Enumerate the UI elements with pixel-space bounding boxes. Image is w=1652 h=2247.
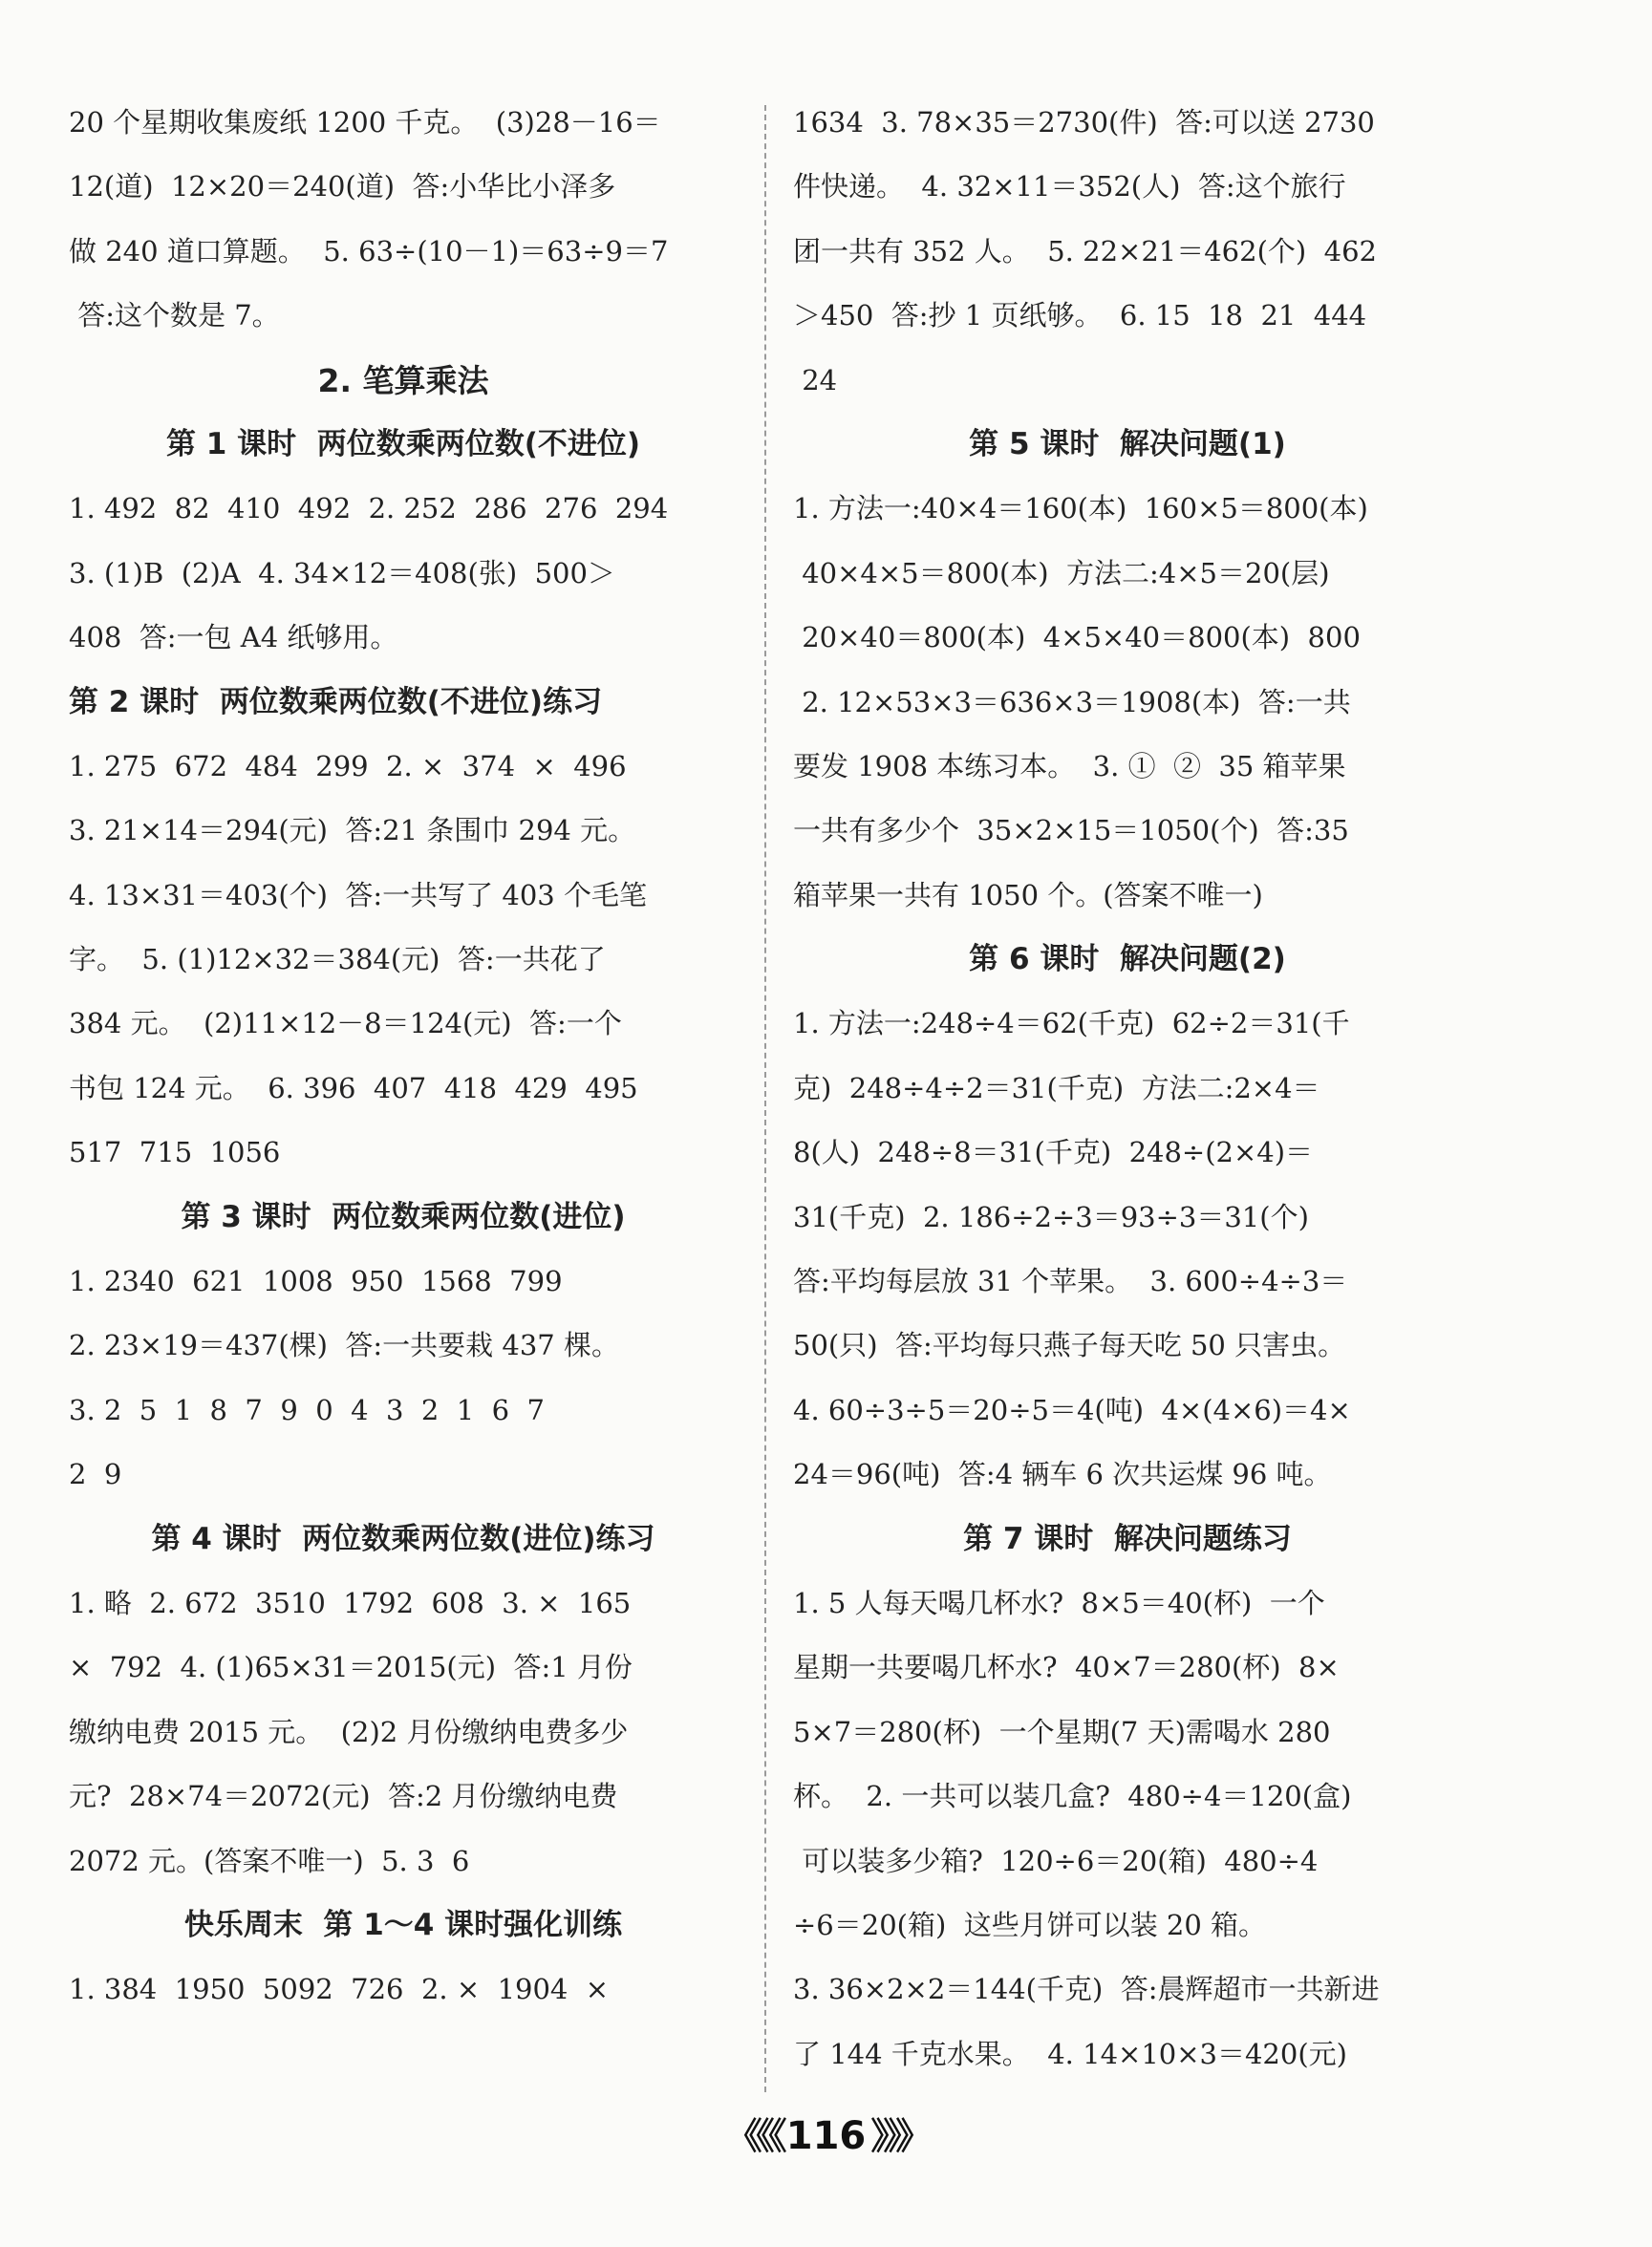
- answer-line: 2 9: [69, 1458, 122, 1491]
- answer-line: 408 答:一包 A4 纸够用。: [69, 621, 398, 654]
- answer-line: 1. 384 1950 5092 726 2. × 1904 ×: [69, 1973, 610, 2006]
- answer-line: 5×7＝280(杯) 一个星期(7 天)需喝水 280: [793, 1715, 1331, 1748]
- answer-line: 24＝96(吨) 答:4 辆车 6 次共运煤 96 吨。: [793, 1458, 1332, 1491]
- answer-line: 箱苹果一共有 1050 个。(答案不唯一): [793, 878, 1263, 911]
- answer-line: 4. 13×31＝403(个) 答:一共写了 403 个毛笔: [69, 878, 647, 911]
- section-title: 2. 笔算乘法: [317, 361, 489, 399]
- answer-line: ÷6＝20(箱) 这些月饼可以装 20 箱。: [793, 1908, 1267, 1941]
- answer-line: 3. (1)B (2)A 4. 34×12＝408(张) 500＞: [69, 556, 615, 589]
- lesson-heading: 第 7 课时 解决问题练习: [963, 1521, 1292, 1556]
- answer-line: 8(人) 248÷8＝31(千克) 248÷(2×4)＝: [793, 1136, 1314, 1169]
- answer-line: 4. 60÷3÷5＝20÷5＝4(吨) 4×(4×6)＝4×: [793, 1393, 1351, 1426]
- answer-line: 一共有多少个 35×2×15＝1050(个) 答:35: [793, 814, 1349, 847]
- answer-line: 答:平均每层放 31 个苹果。 3. 600÷4÷3＝: [793, 1265, 1348, 1298]
- answer-line: 了 144 千克水果。 4. 14×10×3＝420(元): [793, 2037, 1347, 2070]
- answer-line: 40×4×5＝800(本) 方法二:4×5＝20(层): [793, 556, 1330, 589]
- answer-line: 元? 28×74＝2072(元) 答:2 月份缴纳电费: [69, 1780, 618, 1813]
- answer-line: 要发 1908 本练习本。 3. ① ② 35 箱苹果: [793, 749, 1346, 782]
- answer-line: 50(只) 答:平均每只燕子每天吃 50 只害虫。: [793, 1329, 1346, 1362]
- answer-line: 克) 248÷4÷2＝31(千克) 方法二:2×4＝: [793, 1071, 1320, 1104]
- answer-line: 书包 124 元。 6. 396 407 418 429 495: [69, 1071, 638, 1104]
- right-chevron-mark: 》》》: [870, 2115, 927, 2157]
- answer-line: 3. 21×14＝294(元) 答:21 条围巾 294 元。: [69, 814, 636, 847]
- answer-line: 杯。 2. 一共可以装几盒? 480÷4＝120(盒): [793, 1780, 1352, 1813]
- answer-line: 1. 方法一:40×4＝160(本) 160×5＝800(本): [793, 492, 1368, 525]
- page-number: 116: [785, 2114, 867, 2158]
- answer-line: 答:这个数是 7。: [69, 299, 280, 332]
- lesson-heading: 第 1 课时 两位数乘两位数(不进位): [165, 426, 641, 461]
- answer-line: 2. 23×19＝437(棵) 答:一共要栽 437 棵。: [69, 1329, 619, 1362]
- lesson-heading: 第 2 课时 两位数乘两位数(不进位)练习: [69, 684, 603, 719]
- answer-line: 20 个星期收集废纸 1200 千克。 (3)28－16＝: [69, 106, 661, 139]
- page-footer: [0, 2107, 1652, 2159]
- answer-line: 团一共有 352 人。 5. 22×21＝462(个) 462: [793, 234, 1377, 268]
- left-chevron-mark: 《《《: [725, 2115, 782, 2157]
- answer-line: 字。 5. (1)12×32＝384(元) 答:一共花了: [69, 943, 606, 976]
- answer-line: 1. 5 人每天喝几杯水? 8×5＝40(杯) 一个: [793, 1586, 1325, 1619]
- answer-line: 件快递。 4. 32×11＝352(人) 答:这个旅行: [793, 170, 1346, 203]
- answer-line: 2072 元。(答案不唯一) 5. 3 6: [69, 1844, 470, 1877]
- answer-line: 1. 275 672 484 299 2. × 374 × 496: [69, 749, 627, 782]
- answer-line: 24: [793, 363, 838, 396]
- answer-line: 可以装多少箱? 120÷6＝20(箱) 480÷4: [793, 1844, 1319, 1877]
- lesson-heading: 快乐周末 第 1～4 课时强化训练: [183, 1907, 623, 1942]
- right-column: [793, 91, 1462, 2086]
- answer-line: 1. 方法一:248÷4＝62(千克) 62÷2＝31(千: [793, 1007, 1350, 1040]
- answer-line: 做 240 道口算题。 5. 63÷(10－1)＝63÷9＝7: [69, 234, 669, 268]
- answer-line: 384 元。 (2)11×12－8＝124(元) 答:一个: [69, 1007, 622, 1040]
- answer-line: 1634 3. 78×35＝2730(件) 答:可以送 2730: [793, 106, 1375, 139]
- lesson-heading: 第 4 课时 两位数乘两位数(进位)练习: [151, 1521, 655, 1556]
- answer-line: 缴纳电费 2015 元。 (2)2 月份缴纳电费多少: [69, 1715, 629, 1748]
- answer-line: 20×40＝800(本) 4×5×40＝800(本) 800: [793, 621, 1361, 654]
- answer-line: 2. 12×53×3＝636×3＝1908(本) 答:一共: [793, 685, 1351, 718]
- column-divider: [764, 105, 766, 2092]
- answer-line: 星期一共要喝几杯水? 40×7＝280(杯) 8×: [793, 1651, 1340, 1684]
- left-column: [69, 91, 738, 2022]
- answer-line: 517 715 1056: [69, 1136, 281, 1169]
- answer-line: ＞450 答:抄 1 页纸够。 6. 15 18 21 444: [793, 299, 1367, 332]
- answer-line: 3. 36×2×2＝144(千克) 答:晨辉超市一共新进: [793, 1973, 1380, 2006]
- answer-line: 31(千克) 2. 186÷2÷3＝93÷3＝31(个): [793, 1200, 1309, 1233]
- answer-line: 1. 2340 621 1008 950 1568 799: [69, 1265, 563, 1298]
- answer-line: 1. 492 82 410 492 2. 252 286 276 294: [69, 492, 669, 525]
- answer-line: 1. 略 2. 672 3510 1792 608 3. × 165: [69, 1586, 632, 1619]
- answer-line: 3. 2 5 1 8 7 9 0 4 3 2 1 6 7: [69, 1393, 545, 1426]
- answer-line: 12(道) 12×20＝240(道) 答:小华比小泽多: [69, 170, 616, 203]
- lesson-heading: 第 6 课时 解决问题(2): [969, 942, 1286, 977]
- answer-line: × 792 4. (1)65×31＝2015(元) 答:1 月份: [69, 1651, 633, 1684]
- lesson-heading: 第 5 课时 解决问题(1): [969, 426, 1286, 461]
- lesson-heading: 第 3 课时 两位数乘两位数(进位): [181, 1199, 626, 1234]
